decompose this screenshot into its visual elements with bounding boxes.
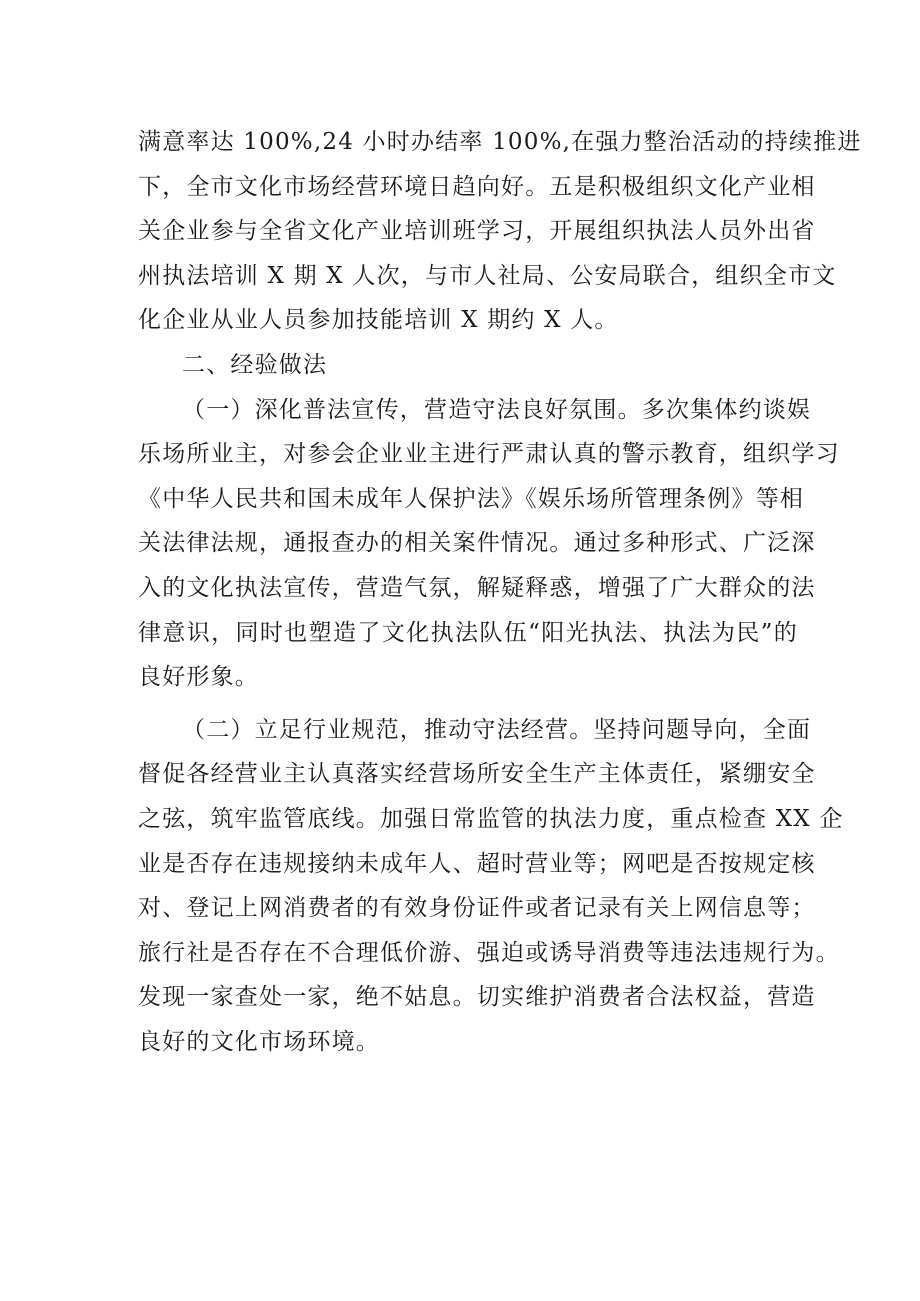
text-line: 入的文化执法宣传，营造气氛，解疑释惑，增强了广大群众的法 <box>138 574 816 601</box>
text-line: （二）立足行业规范，推动守法经营。坚持问题导向，全面 <box>182 716 812 743</box>
text-line: 对、登记上网消费者的有效身份证件或者记录有关上网信息等； <box>138 895 816 922</box>
text-line: 乐场所业主，对参会企业业主进行严肃认真的警示教育，组织学习 <box>138 441 840 468</box>
text-line: 发现一家查处一家，绝不姑息。切实维护消费者合法权益，营造 <box>138 984 816 1011</box>
paragraph-gap <box>138 700 798 708</box>
text-line: 关企业参与全省文化产业培训班学习，开展组织执法人员外出省 <box>138 218 816 245</box>
document-page <box>138 120 862 1064</box>
text-line: 下，全市文化市场经营环境日趋向好。五是积极组织文化产业相 <box>138 173 816 200</box>
text-line: 督促各经营业主认真落实经营场所安全生产主体责任，紧绷安全 <box>138 761 816 788</box>
paragraph-1 <box>138 388 840 700</box>
text-line: 业是否存在违规接纳未成年人、超时营业等；网吧是否按规定核 <box>138 850 816 877</box>
text-line: 《中华人民共和国未成年人保护法》《娱乐场所管理条例》等相 <box>138 485 805 512</box>
text-line: （一）深化普法宣传，营造守法良好氛围。多次集体约谈娱 <box>182 396 812 423</box>
paragraph-2 <box>138 708 844 1065</box>
text-line: 良好的文化市场环境。 <box>138 1028 380 1055</box>
text-line: 旅行社是否存在不合理低价游、强迫或诱导消费等违法违规行为。 <box>138 939 840 966</box>
text-line: 律意识，同时也塑造了文化执法队伍“阳光执法、执法为民”的 <box>138 619 798 646</box>
section-heading: 二、经验做法 <box>182 351 328 378</box>
text-line: 州执法培训 X 期 X 人次，与市人社局、公安局联合，组织全市文 <box>138 262 837 289</box>
text-line: 关法律法规，通报查办的相关案件情况。通过多种形式、广泛深 <box>138 530 816 557</box>
intro-paragraph <box>138 120 862 343</box>
text-line: 良好形象。 <box>138 664 259 691</box>
text-line: 化企业从业人员参加技能培训 X 期约 X 人。 <box>138 307 619 334</box>
text-line: 之弦，筑牢监管底线。加强日常监管的执法力度，重点检查 XX 企 <box>138 805 844 832</box>
text-line: 满意率达 100%,24 小时办结率 100%,在强力整治活动的持续推进 <box>138 129 862 155</box>
